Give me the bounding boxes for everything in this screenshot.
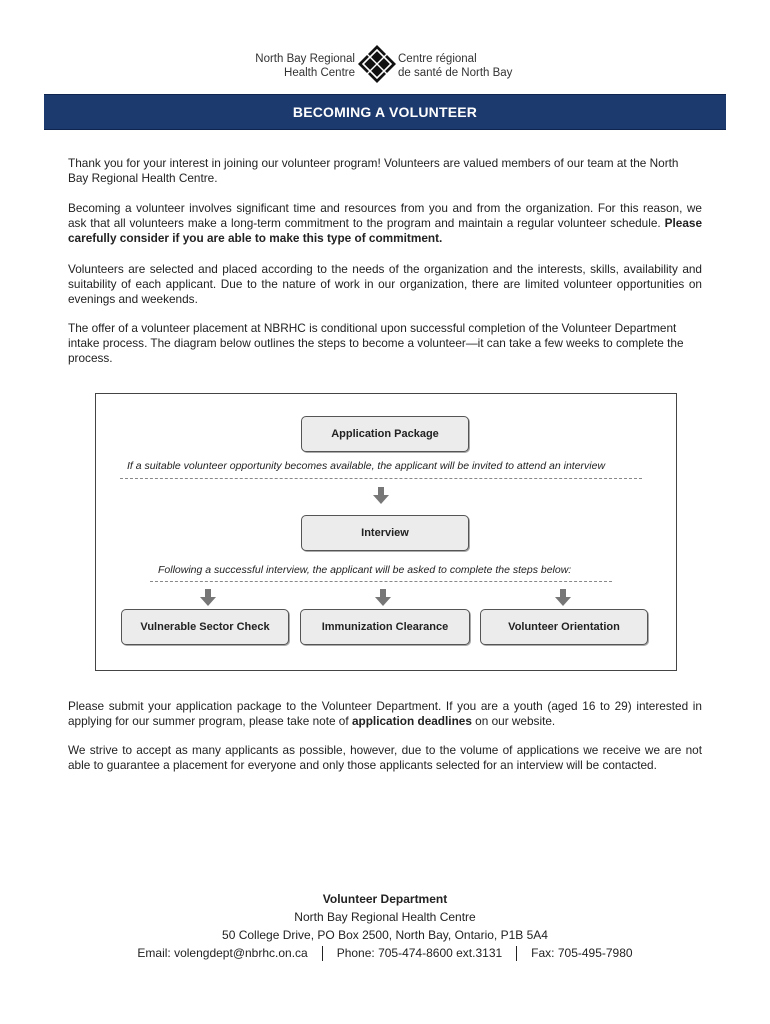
commitment-paragraph <box>68 201 702 246</box>
footer-contact-line <box>0 944 770 962</box>
submission-paragraph <box>68 699 702 729</box>
logo-french-name <box>398 52 512 80</box>
intro-paragraph <box>68 156 702 186</box>
footer-organization: North Bay Regional Health Centre <box>294 910 476 924</box>
diamond-logo-icon <box>357 44 397 84</box>
process-paragraph <box>68 321 702 366</box>
logo-right-line1: Centre régional <box>398 53 477 65</box>
selection-paragraph <box>68 262 702 307</box>
application-package-label: Application Package <box>331 428 439 440</box>
intro-text: Thank you for your interest in joining our volunteer program! Volunteers are valued members of our team at the North Bay Regional Health Centre. <box>68 156 679 185</box>
successful-interview-note: Following a successful interview, the applicant will be asked to complete the steps below: <box>158 564 572 576</box>
application-deadlines-emphasis: application deadlines <box>351 714 472 728</box>
interview-invitation-note: If a suitable volunteer opportunity becomes available, the applicant will be invited to attend an interview <box>127 460 606 472</box>
vulnerable-sector-check-step <box>121 609 289 645</box>
footer-email: Email: volengdept@nbrhc.on.ca <box>137 946 308 960</box>
interview-step <box>301 515 469 551</box>
immunization-clearance-step <box>300 609 470 645</box>
commitment-text-wrapper <box>68 201 702 246</box>
title-banner <box>44 94 726 130</box>
process-text: The offer of a volunteer placement at NBRHC is conditional upon successful completion of the Volunteer Department intake process. The diagram below outlines the steps to become a volunteer—it can take a few weeks to complete the process. <box>68 321 684 365</box>
logo-right-line2: de santé de North Bay <box>398 67 513 79</box>
submission-text-wrapper <box>68 699 702 729</box>
footer-department: Volunteer Department <box>322 892 448 906</box>
footer-phone: Phone: 705-474-8600 ext.3131 <box>336 946 503 960</box>
placement-text: We strive to accept as many applicants as possible, however, due to the volume of applications we receive we are not able to guarantee a placement for everyone and only those applicants selected for an interview will be contacted. <box>68 743 702 772</box>
contact-footer <box>0 890 770 962</box>
logo-left-line2: Health Centre <box>284 67 355 79</box>
divider <box>516 946 517 961</box>
down-arrow-icon <box>200 589 216 607</box>
volunteer-orientation-label: Volunteer Orientation <box>508 621 620 633</box>
submission-text-end: on our website. <box>471 714 556 728</box>
selection-text: Volunteers are selected and placed according to the needs of the organization and the interests, skills, availability and suitability of each applicant. Due to the nature of work in our organization, there are limited volunteer opportunities on evenings and weekends. <box>68 262 702 306</box>
down-arrow-icon <box>375 589 391 607</box>
process-diagram <box>95 393 677 671</box>
logo-english-name <box>255 52 355 80</box>
footer-fax: Fax: 705-495-7980 <box>531 946 633 960</box>
divider <box>322 946 323 961</box>
down-arrow-icon <box>373 487 389 505</box>
footer-address: 50 College Drive, PO Box 2500, North Bay, Ontario, P1B 5A4 <box>222 928 548 942</box>
interview-label: Interview <box>361 527 409 539</box>
down-arrow-icon <box>555 589 571 607</box>
submission-text: Please submit your application package to the Volunteer Department. If you are a youth (aged 16 to 29) interested in applying for our summer program, please take note of <box>68 699 702 728</box>
logo-left-line1: North Bay Regional <box>255 53 355 65</box>
dashed-divider <box>150 581 612 582</box>
application-package-step <box>301 416 469 452</box>
dashed-divider <box>120 478 642 479</box>
vulnerable-sector-check-label: Vulnerable Sector Check <box>140 621 270 633</box>
commitment-text: Becoming a volunteer involves significant time and resources from you and from the organization. For this reason, we ask that all volunteers make a long-term commitment to the program and maintain a regular volunteer schedule. <box>68 201 702 230</box>
page-title: BECOMING A VOLUNTEER <box>292 104 478 120</box>
commitment-emphasis: Please carefully consider if you are able to make this type of commitment. <box>68 216 702 245</box>
placement-paragraph <box>68 743 702 773</box>
immunization-clearance-label: Immunization Clearance <box>321 621 449 633</box>
volunteer-orientation-step <box>480 609 648 645</box>
logo <box>0 44 770 84</box>
